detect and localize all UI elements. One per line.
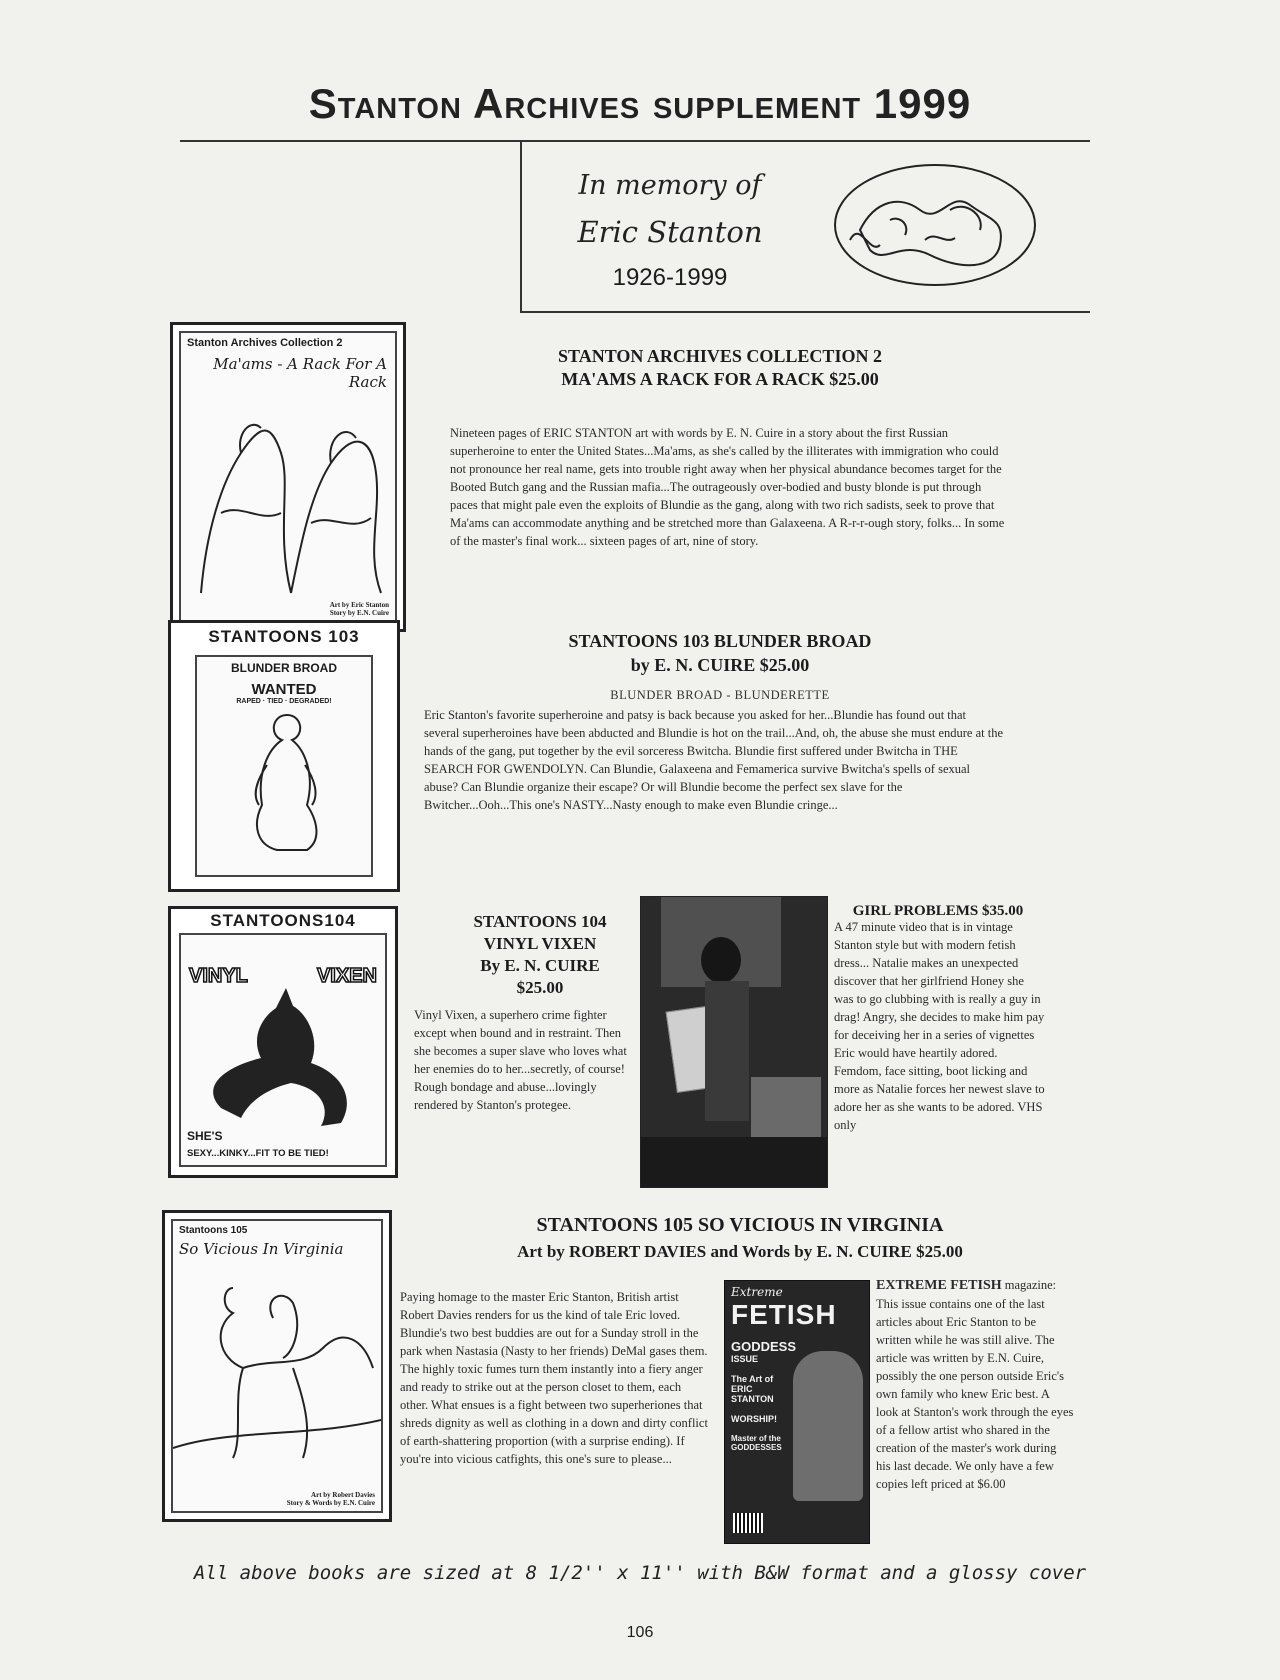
item5-body: Paying homage to the master Eric Stanton, British artist Robert Davies renders for us the kind of tale Eric loved. Blundie's two best buddies are out for a Sunday stroll in the park when Nastasia (Nasty to her friends) DeMal gases them. The highly toxic fumes turn them instantly into a fiery anger and ready to strike out at the person closet to them, each other. What ensues is a fight between two superheriones that shreds dignity as well as clothing in a down and dirty conflict of earth-shattering proportion (with a surprise ending). If you're into vicious catfights, this one's sure to please... [400,1290,708,1466]
cover-label: STANTOONS 103 [208,627,360,646]
item6-body: magazine: This issue contains one of the last articles about Eric Stanton to be written while he was still alive. The article was written by E.N. Cuire, possibly the one person outside Eric's own family who knew Eric best. A look at Stanton's work through the eyes of a fellow artist who shared in the creation of the master's work during his last decade. We only have a few copies left priced at $6.00 [876,1278,1074,1491]
item5-title-line1: STANTOONS 105 SO VICIOUS IN VIRGINIA [536,1214,944,1236]
cover-label: Stanton Archives Collection 2 [187,337,343,349]
cover-illustration [173,1258,383,1468]
cover-stantoons-103 [168,620,400,892]
cover-collection-2 [170,322,406,632]
item4-title: GIRL PROBLEMS $35.00 [852,903,1024,919]
cover-sub2: WANTED [251,681,317,698]
cover-stantoons-104 [168,906,398,1178]
mag-line1: GODDESS [731,1339,797,1354]
cover-illustration [181,988,387,1128]
item1-title-line2: MA'AMS A RACK FOR A RACK $25.00 [561,369,879,389]
item2-subtitle: BLUNDER BROAD - BLUNDERETTE [610,688,830,702]
item1-body: Nineteen pages of ERIC STANTON art with words by E. N. Cuire in a story about the first Russian superheroine to enter the United States...Ma'ams, as she's called by the illiterates with immigration who could not pronounce her real name, gets into trouble right away when her physical abundance becomes target for the Booted Butch gang and the Russian mafia...The outrageously over-bodied and busty blonde is put through paces that might pale even the exploits of Blundie as the gang, along with two rich sadists, seek to prove that Ma'ams can accommodate anything and be stretched more than Galaxeena. A R-r-r-ough story, folks... In some of the master's final work... sixteen pages of art, nine of story. [450,426,1005,548]
header-rule-top [180,140,1090,142]
cover-label: STANTOONS104 [210,911,356,930]
video-cover-girl-problems [640,896,828,1188]
cover-tag2: SEXY...KINKY...FIT TO BE TIED! [187,1148,329,1159]
item4-body: A 47 minute video that is in vintage Stanton style but with modern fetish dress... Natalie makes an unexpected discover that her girlfriend Honey she was to go clubbing with is really a guy in drag! Angry, she decides to make him pay for deceiving her in a series of vignettes Eric would have heartily adored. Femdom, face sitting, boot licking and more as Natalie forces her newest slave to adore her as she wants to be adored. VHS only [834,920,1045,1132]
memory-line2: Eric Stanton [577,215,763,249]
item3-title-line1: STANTOONS 104 [473,912,607,931]
cover-word1: VINYL [189,965,248,987]
item2-title-line1: STANTOONS 103 BLUNDER BROAD [568,631,872,651]
cover-word2: VIXEN [316,965,377,987]
footer-note: All above books are sized at 8 1/2'' x 11'' with B&W format and a glossy cover [193,1562,1087,1584]
header-rule-divider [520,140,522,312]
item3-title-line3: By E. N. CUIRE [480,956,600,975]
item3-body: Vinyl Vixen, a superhero crime fighter except when bound and in restraint. Then she becomes a super slave who loves what her enemies do to her...secretly, of course! Rough bondage and abuse...lovingly rendered by Stanton's protegee. [414,1008,627,1112]
cover-sub1: BLUNDER BROAD [231,661,337,675]
cover-script: Ma'ams - A Rack For A Rack [213,355,387,391]
item2-title-line2: by E. N. CUIRE $25.00 [630,655,810,675]
page-number: 106 [626,1624,654,1641]
cover-tag1: SHE'S [187,1129,223,1143]
stanton-portrait-oval [830,160,1040,290]
magazine-cover-extreme-fetish [724,1280,870,1544]
cover-illustration [181,393,397,603]
cover-credit: Art by Robert Davies Story & Words by E.N. Cuire [286,1491,375,1507]
cover-credit: Art by Eric Stanton Story by E.N. Cuire [329,601,389,617]
cover-stantoons-105 [162,1210,392,1522]
cover-sub3: RAPED · TIED · DEGRADED! [236,698,332,705]
mag-line3: The Art of ERIC STANTON [731,1374,774,1404]
item3-title-line4: $25.00 [516,978,564,997]
item2-body: Eric Stanton's favorite superheroine and patsy is back because you asked for her...Blundie has found out that several superheroines have been abducted and Blundie is hot on the trail...And, oh, the abuse she must endure at the hands of the gang, put together by the evil sorceress Bwitcha. Blundie first suffered under Bwitcha in THE SEARCH FOR GWENDOLYN. Can Blundie, Galaxeena and Femamerica survive Bwitcha's spells of sexual abuse? Can Blundie organize their escape? Or will Blundie become the perfect sex slave for the Bwitcher...Ooh...This one's NASTY...Nasty enough to make even Blundie cringe... [424,708,1003,812]
item3-title-line2: VINYL VIXEN [483,934,597,953]
mag-line5: Master of the GODDESSES [731,1434,782,1452]
page-title: Stanton Archives supplement 1999 [308,80,972,127]
memory-years: 1926-1999 [612,264,728,291]
item5-title-line2: Art by ROBERT DAVIES and Words by E. N. CUIRE $25.00 [517,1242,963,1261]
memory-line1: In memory of [578,170,762,201]
mag-title1: Extreme [731,1285,783,1299]
item1-title-line1: STANTON ARCHIVES COLLECTION 2 [558,346,882,366]
header-rule-bottom [520,311,1090,313]
item6-text [876,1276,1074,1493]
mag-title2: FETISH [731,1299,837,1330]
item6-title: EXTREME FETISH [876,1278,1002,1293]
cover-label: Stantoons 105 [179,1225,248,1236]
mag-line2: ISSUE [731,1354,759,1364]
cover-script: So Vicious In Virginia [179,1240,344,1258]
cover-illustration [197,705,373,855]
mag-line4: WORSHIP! [731,1414,777,1424]
